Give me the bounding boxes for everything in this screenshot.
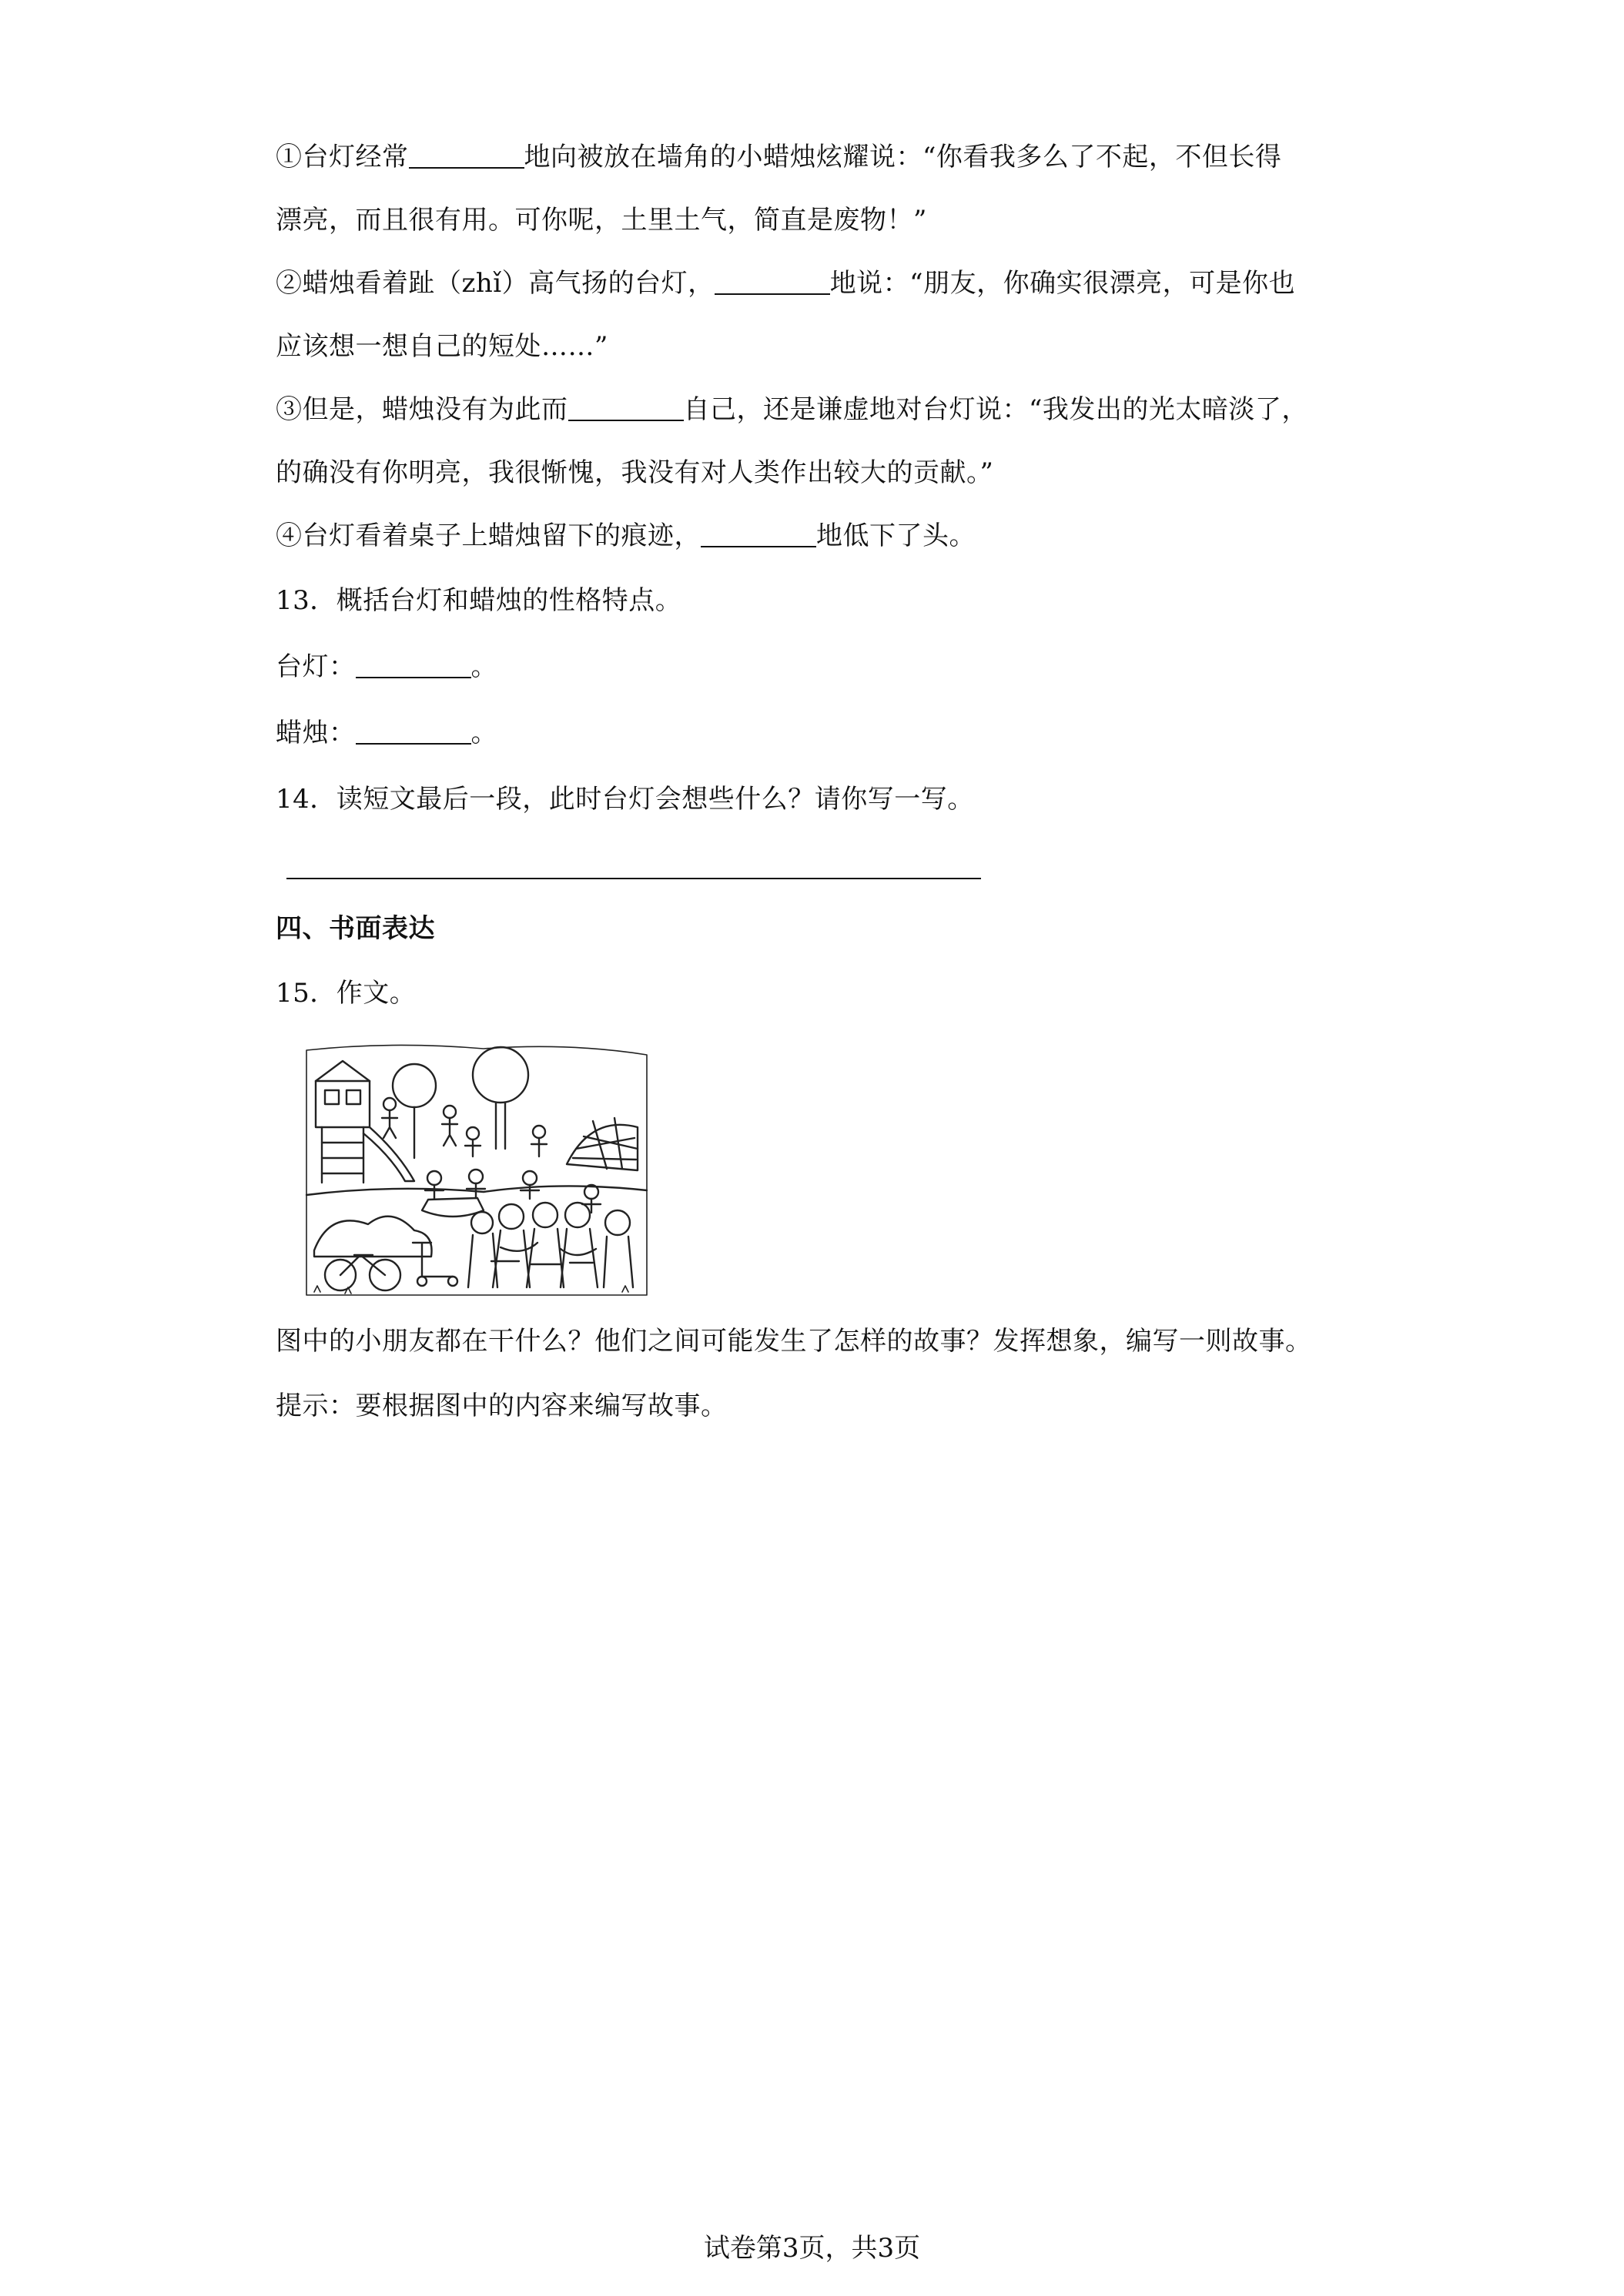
question-13-title: 13．概括台灯和蜡烛的性格特点。 [276,585,682,616]
blank-1[interactable] [409,144,524,169]
playground-illustration [299,1041,655,1307]
question-14-answer-line[interactable] [286,878,981,879]
question-13-candle [276,718,497,748]
sentence-1-text-c: 漂亮，而且很有用。可你呢，土里土气，简直是废物！” [276,205,927,236]
lamp-label: 台灯： [276,651,356,682]
sentence-2-line-1 [276,268,1295,299]
sentence-1-text-a: ①台灯经常 [276,142,409,172]
sentence-3-text-a: ③但是，蜡烛没有为此而 [276,394,568,425]
sentence-2-text-c: 应该想一想自己的短处……” [276,331,608,362]
sentence-3-text-c: 的确没有你明亮，我很惭愧，我没有对人类作出较大的贡献。” [276,457,994,488]
sentence-2-text-b: 地说：“朋友，你确实很漂亮，可是你也 [829,268,1296,299]
candle-label: 蜡烛： [276,718,356,748]
question-15-title: 15．作文。 [276,978,417,1009]
sentence-4-text-a: ④台灯看着桌子上蜡烛留下的痕迹， [276,520,701,551]
blank-2[interactable] [715,270,830,295]
blank-3[interactable] [568,397,684,421]
sentence-4-text-b: 地低下了头。 [816,520,976,551]
candle-period: 。 [470,718,497,748]
candle-blank[interactable] [356,720,471,745]
lamp-blank[interactable] [356,654,471,678]
sentence-3-line-2 [276,457,993,488]
lamp-period: 。 [470,651,497,682]
blank-4[interactable] [701,523,816,547]
section-4-heading: 四、书面表达 [276,913,435,944]
sentence-1-line-2 [276,205,927,236]
page-footer: 试卷第3页，共3页 [703,2233,921,2264]
question-14-title: 14．读短文最后一段，此时台灯会想些什么？请你写一写。 [276,784,974,815]
sentence-2-line-2 [276,331,608,362]
sentence-3-line-1 [276,394,1308,425]
sentence-1-line-1 [276,142,1281,172]
question-13-lamp [276,651,497,682]
question-15-hint: 提示：要根据图中的内容来编写故事。 [276,1391,728,1421]
sentence-4-line-1 [276,520,976,551]
sentence-3-text-b: 自己，还是谦虚地对台灯说：“我发出的光太暗淡了， [683,394,1308,425]
sentence-2-text-a: ②蜡烛看着趾（zhǐ）高气扬的台灯， [276,268,715,299]
sentence-1-text-b: 地向被放在墙角的小蜡烛炫耀说：“你看我多么了不起，不但长得 [524,142,1282,172]
question-15-prompt: 图中的小朋友都在干什么？他们之间可能发生了怎样的故事？发挥想象，编写一则故事。 [276,1326,1312,1357]
